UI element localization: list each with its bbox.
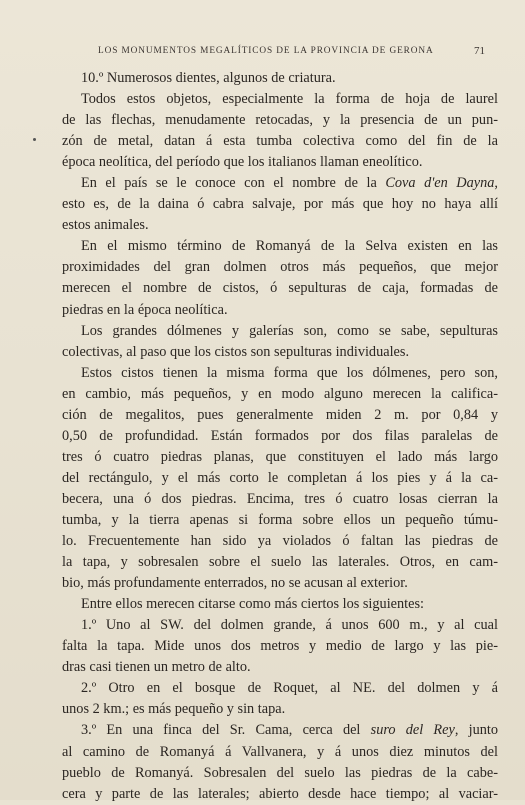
text-line: en cambio, más pequeños, y en modo alguno merecen la califica-: [62, 385, 498, 402]
text-line: época neolítica, del período que los italianos llaman eneolítico.: [62, 154, 423, 171]
text-line: 0,50 de profundidad. Están formados por dos filas paralelas de: [62, 427, 498, 444]
text-line: proximidades del gran dolmen otros más pequeños, que mejor: [62, 259, 498, 276]
text-line: 1.º Uno al SW. del dolmen grande, á unos 600 m., y al cual: [81, 617, 498, 634]
text-line: cera y parte de las laterales; abierto desde hace tiempo; al vaciar-: [62, 785, 498, 802]
text-line: becera, una ó dos piedras. Encima, tres ó cuatro losas cierran la: [62, 490, 498, 507]
italic-term: suro del Rey: [370, 722, 455, 739]
text-line: Todos estos objetos, especialmente la forma de hoja de laurel: [81, 91, 498, 108]
text-line: Los grandes dólmenes y galerías son, como se sabe, sepulturas: [81, 322, 498, 339]
text-line: dras casi tienen un metro de alto.: [62, 659, 251, 676]
margin-dot: [33, 138, 36, 141]
text-line: estos animales.: [62, 217, 149, 234]
text-line: del rectángulo, y el más corto le completan á los pies y á la ca-: [62, 469, 498, 486]
text-line: la tapa, y sobresalen sobre el suelo las laterales. Otros, en cam-: [62, 554, 498, 571]
running-head-title: LOS MONUMENTOS MEGALÍTICOS DE LA PROVINCIA DE GERONA: [98, 46, 434, 56]
text-line: 3.º En una finca del Sr. Cama, cerca del suro del Rey, junto: [81, 722, 498, 739]
text-line: al camino de Romanyá á Vallvanera, y á unos diez minutos del: [62, 743, 498, 760]
text-line: pueblo de Romanyá. Sobresalen del suelo las piedras de la cabe-: [62, 764, 498, 781]
text-line: tres ó cuatro piedras planas, que constituyen el lado más largo: [62, 448, 498, 465]
text-line: ción de megalitos, pues generalmente miden 2 m. por 0,84 y: [62, 406, 498, 423]
italic-term: Cova d'en Dayna: [385, 175, 495, 192]
text-line: Estos cistos tienen la misma forma que los dólmenes, pero son,: [81, 364, 498, 381]
text-line: zón de metal, datan á esta tumba colectiva como del fin de la: [62, 133, 498, 150]
text-line: Entre ellos merecen citarse como más ciertos los siguientes:: [81, 596, 425, 613]
text-line: unos 2 km.; es más pequeño y sin tapa.: [62, 701, 286, 718]
text-line: esto es, de la daina ó cabra salvaje, por más que hoy no haya allí: [62, 196, 498, 213]
body-text: [62, 68, 498, 805]
text-line: 10.º Numerosos dientes, algunos de criatura.: [81, 70, 336, 86]
text-line: falta la tapa. Mide unos dos metros y medio de largo y las pie-: [62, 638, 498, 655]
text-line: En el país se le conoce con el nombre de la Cova d'en Dayna,: [81, 175, 498, 192]
running-head: [98, 46, 485, 60]
text-line: colectivas, al paso que los cistos son sepulturas individuales.: [62, 343, 410, 360]
text-line: tumba, y la tierra apenas si forma sobre ellos un pequeño túmu-: [62, 511, 498, 528]
page-number: 71: [474, 45, 485, 57]
text-line: lo. Frecuentemente han sido ya violados ó faltan las piedras de: [62, 533, 498, 550]
text-line: de las flechas, menudamente retocadas, y la presencia de un pun-: [62, 112, 498, 129]
text-line: En el mismo término de Romanyá de la Selva existen en las: [81, 238, 498, 255]
text-line: piedras en la época neolítica.: [62, 301, 228, 318]
text-line: 2.º Otro en el bosque de Roquet, al NE. del dolmen y á: [81, 680, 498, 697]
text-line: bio, más profundamente enterrados, no se acusan al exterior.: [62, 575, 408, 592]
text-line: merecen el nombre de cistos, ó sepulturas de caja, formadas de: [62, 280, 498, 297]
